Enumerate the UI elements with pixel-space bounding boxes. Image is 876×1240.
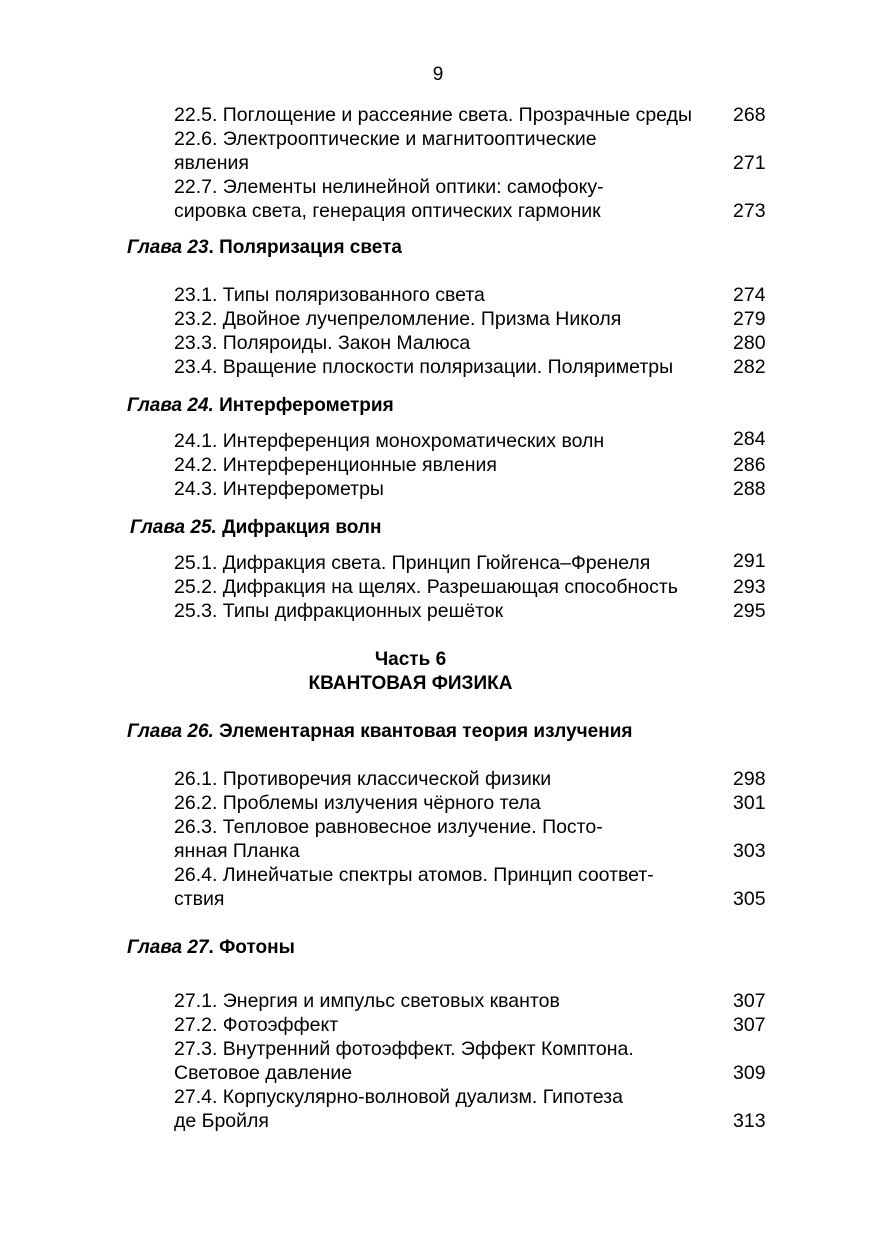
chapter-label: Глава 27 (127, 937, 209, 958)
toc-page-23-1: 274 (733, 284, 766, 306)
toc-entry-27-1: 27.1. Энергия и импульс световых квантов (174, 990, 560, 1012)
toc-page-27-1: 307 (733, 990, 766, 1012)
toc-page-24-2: 286 (733, 454, 766, 476)
toc-page-25-2: 293 (733, 576, 766, 598)
part-title: КВАНТОВАЯ ФИЗИКА (308, 673, 513, 694)
toc-page-23-4: 282 (733, 356, 766, 378)
chapter-27-heading (127, 937, 295, 959)
toc-page-27-4: 313 (733, 1110, 766, 1132)
toc-entry-26-3-cont: янная Планка (174, 840, 300, 862)
toc-entry-25-3: 25.3. Типы дифракционных решёток (174, 600, 504, 622)
chapter-title: Дифракция волн (216, 517, 382, 538)
chapter-24-heading (127, 395, 394, 417)
toc-page-26-4: 305 (733, 888, 766, 910)
toc-entry-26-4: 26.4. Линейчатые спектры атомов. Принцип соответ- (174, 864, 654, 886)
chapter-sep: . (208, 237, 214, 258)
toc-entry-27-4-cont: де Бройля (174, 1110, 269, 1132)
chapter-title: Поляризация света (213, 237, 402, 258)
chapter-sep: . (208, 937, 214, 958)
chapter-label: Глава 24. (127, 395, 214, 416)
page-number: 9 (432, 64, 444, 85)
toc-page-26-3: 303 (733, 840, 766, 862)
toc-page-27-3: 309 (733, 1062, 766, 1084)
toc-page-22-5: 268 (733, 104, 766, 126)
part-number: Часть 6 (374, 649, 447, 670)
toc-entry-26-3: 26.3. Тепловое равновесное излучение. Посто- (174, 816, 603, 838)
toc-entry-23-2: 23.2. Двойное лучепреломление. Призма Николя (174, 308, 622, 330)
toc-entry-24-2: 24.2. Интерференционные явления (174, 454, 497, 476)
toc-entry-26-1: 26.1. Противоречия классической физики (174, 768, 552, 790)
chapter-26-heading (127, 721, 633, 743)
chapter-title: Фотоны (213, 937, 295, 958)
toc-entry-22-5: 22.5. Поглощение и рассеяние света. Прозрачные среды (174, 104, 692, 126)
toc-entry-23-3: 23.3. Поляроиды. Закон Малюса (174, 332, 471, 354)
toc-entry-24-3: 24.3. Интерферометры (174, 478, 384, 500)
toc-entry-22-6: 22.6. Электрооптические и магнитооптические (174, 128, 597, 150)
toc-page-25-3: 295 (733, 600, 766, 622)
chapter-label: Глава 26. (127, 721, 214, 742)
toc-entry-22-7: 22.7. Элементы нелинейной оптики: самофоку- (174, 176, 604, 198)
chapter-title: Интерферометрия (213, 395, 394, 416)
toc-page-24-1: 284 (733, 428, 766, 450)
chapter-title: Элементарная квантовая теория излучения (213, 721, 633, 742)
toc-entry-27-4: 27.4. Корпускулярно-волновой дуализм. Гипотеза (174, 1086, 623, 1108)
toc-page-23-3: 280 (733, 332, 766, 354)
toc-entry-26-4-cont: ствия (174, 888, 225, 910)
toc-entry-22-7-cont: сировка света, генерация оптических гармоник (174, 200, 601, 222)
toc-entry-23-1: 23.1. Типы поляризованного света (174, 284, 485, 306)
toc-entry-23-4: 23.4. Вращение плоскости поляризации. Поляриметры (174, 356, 674, 378)
chapter-23-heading (127, 237, 402, 259)
toc-entry-26-2: 26.2. Проблемы излучения чёрного тела (174, 792, 541, 814)
chapter-label: Глава 25. (130, 517, 217, 538)
toc-page-22-6: 271 (733, 152, 766, 174)
toc-entry-27-3: 27.3. Внутренний фотоэффект. Эффект Комптона. (174, 1038, 634, 1060)
toc-page-24-3: 288 (733, 478, 766, 500)
chapter-label: Глава 23 (127, 237, 209, 258)
toc-page-27-2: 307 (733, 1014, 766, 1036)
toc-page-25-1: 291 (733, 550, 766, 572)
toc-page-26-1: 298 (733, 768, 766, 790)
toc-entry-25-1: 25.1. Дифракция света. Принцип Гюйгенса–Френеля (174, 552, 651, 574)
toc-page-23-2: 279 (733, 308, 766, 330)
chapter-25-heading (130, 517, 381, 539)
toc-entry-25-2: 25.2. Дифракция на щелях. Разрешающая способность (174, 576, 678, 598)
toc-page-26-2: 301 (733, 792, 766, 814)
toc-entry-24-1: 24.1. Интерференция монохроматических волн (174, 430, 605, 452)
toc-entry-22-6-cont: явления (174, 152, 249, 174)
toc-entry-27-2: 27.2. Фотоэффект (174, 1014, 339, 1036)
toc-entry-27-3-cont: Световое давление (174, 1062, 353, 1084)
toc-page-22-7: 273 (733, 200, 766, 222)
